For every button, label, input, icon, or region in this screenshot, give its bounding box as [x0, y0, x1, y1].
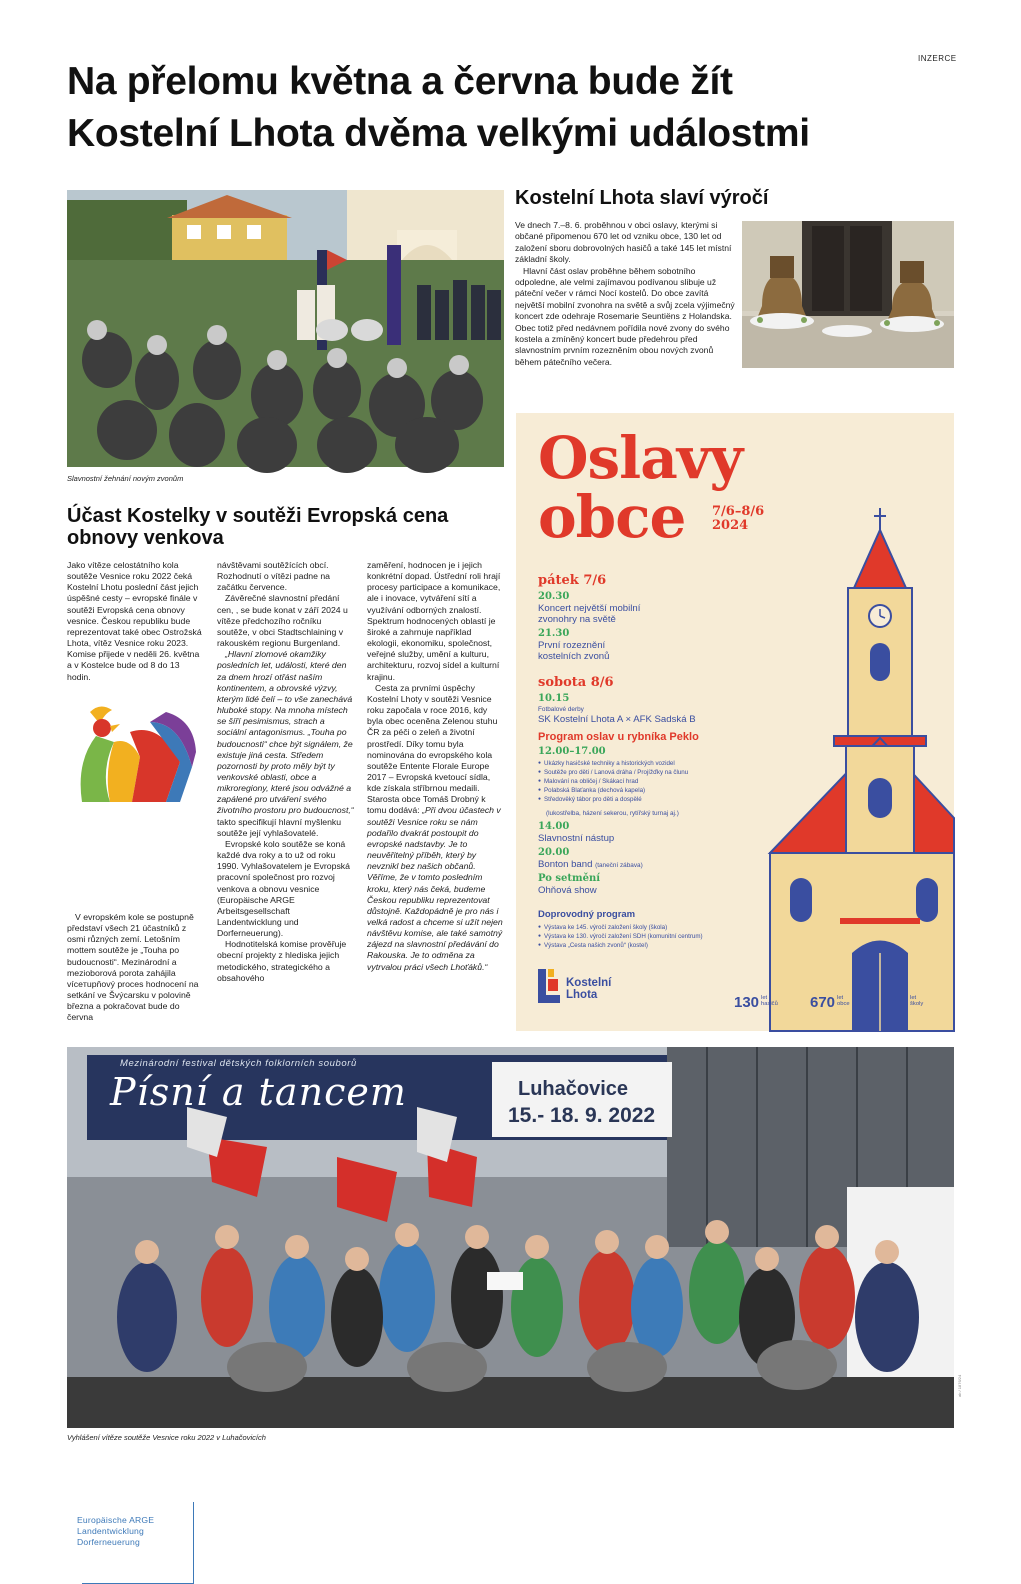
poster-event-name: Bonton band: [538, 859, 593, 870]
article-paragraph: Jako vítěze celostátního kola soutěže Vesnice roku 2022 čeká Kostelní Lhotu poslední část jejich úspěšné cesty – evropské finále v soutěži Evropská cena obnovy vesnice. Českou republiku bude reprezentovat také obec Ostrožská Lhota, vítěz Vesnice roku 2023. Komise přijede v neděli 26. května a v Kostelce bude od 8 do 13 hodin.: [67, 560, 202, 682]
poster-program-item: ● Malování na obličej / Skákací hrad: [538, 777, 758, 786]
headline: [67, 56, 947, 160]
banner-city: Luhačovice: [518, 1078, 629, 1100]
poster-stat-number: 670: [810, 994, 836, 1011]
poster-time: 20.00: [538, 847, 570, 858]
banner-festival-title: Písní a tancem: [110, 1070, 407, 1114]
article-paragraph: Závěrečné slavnostní předání cen, , se bude konat v září 2024 u vítěze předchozího ročníku soutěže, v obci Stadtschlaining v rakouském regionu Burgenland.: [217, 593, 348, 649]
poster-stat-unit-line: školy: [910, 1001, 924, 1007]
new-bells-photo: [742, 221, 954, 368]
poster-event: [538, 640, 738, 662]
article-quote: „Hlavní zlomové okamžiky posledních let, události, které den za dnem hrozí otřást naším kontinentem, a obrovské výzvy, kterým lidé čelí – to vše zanechává hluboké stopy. Na mnoha místech se šíří pesimismus, strach a sociální antagonismus. „Touha po budoucnosti“ chce být signálem, že existuje jiná cesta. Středem pozornosti by proto měly být ty venkovské oblasti, obce a mikroregiony, které jsou odvážné a zapálené pro utváření svého životního prostoru pro budoucnost,“: [217, 649, 354, 816]
arge-line: Landentwicklung: [77, 1526, 145, 1536]
poster-stat-unit-line: obce: [837, 1001, 850, 1007]
article-text: takto specifikují hlavní myšlenku soutěže její vyhlašovatelé.: [217, 816, 342, 838]
poster-stat: [883, 994, 923, 1012]
church-illustration: [750, 508, 954, 1031]
poster-stat: [810, 994, 850, 1012]
poster-stat-unit: [761, 995, 778, 1007]
poster-title-line-1: Oslavy: [538, 424, 743, 492]
article-paragraph: [217, 649, 355, 839]
photo-caption-festival: Vyhlášení vítěze soutěže Vesnice roku 2022 v Luhačovicích: [67, 1433, 266, 1442]
article-column-1: [67, 560, 205, 683]
poster-stat-unit-line: let: [910, 995, 917, 1001]
poster-event-line: kostelních zvonů: [538, 651, 610, 662]
article-paragraph: zaměření, hodnocen je i jejich konkrétní dopad. Ústřední roli hrají procesy participace a komunikace, ale i inovace, vytváření sítí a využívání odborných znalostí. Spektrum hodnocených oblastí je široké a zahrnuje například ekologii, ekonomiku, společnost, veřejné služby, umění a kulturu, architekturu, rozvoj sídel a kulturní krajinu.: [367, 560, 501, 682]
rooster-logo-icon: [70, 702, 196, 832]
kostelka-heading: [67, 505, 507, 549]
headline-line-2: Kostelní Lhota dvěma velkými událostmi: [67, 112, 810, 155]
kostelka-heading-line: Účast Kostelky v soutěži Evropská cena: [67, 505, 449, 527]
poster-time: 10.15: [538, 693, 570, 704]
poster-stat: [734, 994, 778, 1012]
poster-friday-label: pátek 7/6: [538, 573, 607, 588]
banner-festival-name: Mezinárodní festival dětských folklorních souborů: [120, 1058, 357, 1069]
poster-program-item: ● Středověký tábor pro děti a dospělé: [538, 795, 758, 804]
anniversary-heading: Kostelní Lhota slaví výročí: [515, 187, 769, 209]
poster-logo-text: [566, 977, 611, 1001]
poster-year: 2024: [712, 518, 749, 533]
arge-line: Dorferneuerung: [77, 1537, 140, 1547]
article-column-1b: [67, 912, 205, 1024]
poster-accompanying-title: Doprovodný program: [538, 909, 636, 920]
anniversary-paragraph: Hlavní část oslav proběhne během sobotního odpoledne, ale velmi zajímavou podívanou slibuje už páteční večer v rámci Nocí kostelů. Do obce zavítá největší mobilní zvonohra na světě a svůj zcela výjimečný koncert zde odehraje Rosemarie Seuntiëns z Holandska. Obec totiž před nedávnem pořídila nové zvony do svého kostela a zmíněný koncert bude předehrou před slavnostním prvním rozezněním obou nových zvonů během pátečního večera.: [515, 265, 735, 367]
poster-time: 12.00–17.00: [538, 746, 606, 757]
poster-time: 20.30: [538, 591, 570, 602]
poster-event-note: (taneční zábava): [595, 862, 643, 869]
poster-derby-label: Fotbalové derby: [538, 706, 584, 713]
arge-line: Europäische ARGE: [77, 1515, 155, 1525]
poster-stat-number: 145: [883, 994, 909, 1011]
poster-program-list: [538, 759, 758, 804]
poster-stat-unit-line: let: [761, 995, 768, 1001]
anniversary-text: [515, 220, 735, 368]
article-paragraph: Hodnotitelská komise prověřuje obecní projekty z hlediska jejich metodického, strategického a obsahového: [217, 939, 347, 983]
poster-logo-line: Lhota: [566, 989, 598, 1001]
poster-date-range: 7/6–8/6: [712, 504, 765, 519]
poster-event: Ohňová show: [538, 885, 597, 896]
poster-stat-unit-line: let: [837, 995, 844, 1001]
ad-code: ab / 1876/24: [957, 1374, 962, 1397]
kostelni-lhota-logo-icon: [538, 969, 560, 1003]
poster-accompanying-list: [538, 923, 758, 950]
poster-stat-unit-line: hasičů: [761, 1001, 778, 1007]
poster-stat-unit: [910, 995, 923, 1007]
celebration-poster: [516, 413, 954, 1031]
poster-event: [538, 603, 738, 625]
article-paragraph: Evropské kolo soutěže se koná každé dva roky a to už od roku 1990. Vyhlašovatelem je Evropská pracovní společnost pro rozvoj venkova a obnovu vesnice (Europäische ARGE Arbeitsgesellschaft Landentwicklung und Dorferneuerung).: [217, 838, 350, 939]
article-column-2: [217, 560, 355, 984]
poster-derby: SK Kostelní Lhota A × AFK Sadská B: [538, 714, 696, 725]
poster-title-line-2: obce: [538, 483, 686, 551]
advertisement-label: INZERCE: [918, 54, 957, 63]
headline-line-1: Na přelomu května a června bude žít: [67, 60, 733, 103]
article-quote: „Při dvou účastech v soutěži Vesnice roku se nám podařilo dvakrát postoupit do evropské nadstavby. Je to neuvěřitelný příběh, který by nevznikl bez našich občanů. Věříme, že v tomto posledním kroku, který nás čeká, budeme Českou republiku reprezentovat důstojně. Každopádně je pro nás i velká radost a chceme si užít nejen návštěvu komise, ale také samotný zájezd na slavnostní předávání do Rakouska. Je to odměna za vytrvalou práci všech Lhoťáků.“: [367, 805, 503, 972]
anniversary-paragraph: Ve dnech 7.–8. 6. proběhnou v obci oslavy, kterými si občané připomenou 670 let od vzniku obce, 130 let od založení sboru dobrovolných hasičů a také 145 let místní základní školy.: [515, 220, 732, 265]
kostelka-heading-line: obnovy venkova: [67, 527, 224, 549]
poster-event: Slavnostní nástup: [538, 833, 615, 844]
photo-caption-blessing: Slavnostní žehnání novým zvonům: [67, 474, 184, 483]
article-text: Cesta za prvními úspěchy Kostelní Lhoty v soutěži Vesnice roku započala v roce 2016, kdy byla obec oceněna Zelenou stuhu ČR za péči o zeleň a životní prostředí. Díky tomu byla nominována do evropského kola soutěže Entente Florale Europe 2017 – Evropská kvetoucí sídla, kde získala stříbrnou medaili. Starosta obce Tomáš Drobný k tomu dodává:: [367, 682, 498, 816]
poster-event-line: zvonohry na světě: [538, 614, 616, 625]
poster-stat-number: 130: [734, 994, 760, 1011]
poster-program-item: ● Polabská Blaťanka (dechová kapela): [538, 786, 758, 795]
poster-event-line: První rozeznění: [538, 640, 606, 651]
poster-program-item: ● Soutěže pro děti / Lanová dráha / Projížďky na člunu: [538, 768, 758, 777]
article-paragraph: V evropském kole se postupně představí všech 21 účastníků z osmi různých zemí. Letošním mottem soutěže je „Touha po budoucnosti“. Mezinárodní a mezioborová porota zahájila víceтupňový proces hodnocení na setkání ve Švýcarsku v polovině března a pokračovat bude do června: [67, 912, 199, 1023]
article-paragraph: [367, 683, 505, 973]
poster-logo-line: Kostelní: [566, 977, 612, 989]
arge-text: [77, 1515, 195, 1548]
poster-accompanying-item: ● Výstava ke 145. výročí založení školy (škola): [538, 923, 758, 932]
article-column-3: [367, 560, 505, 973]
poster-accompanying-item: ● Výstava ke 130. výročí založení SDH (komunitní centrum): [538, 932, 758, 941]
article-paragraph: návštěvami soutěžících obcí. Rozhodnutí o vítězi padne na začátku července.: [217, 560, 331, 593]
bell-blessing-photo: [67, 190, 504, 467]
poster-program-item: ● Ukázky hasičské techniky a historických vozidel: [538, 759, 758, 768]
poster-stat-unit: [837, 995, 850, 1007]
poster-accompanying-item: ● Výstava „Cesta našich zvonů“ (kostel): [538, 941, 758, 950]
banner-date: 15.- 18. 9. 2022: [508, 1104, 656, 1127]
poster-event: [538, 859, 738, 871]
poster-saturday-label: sobota 8/6: [538, 675, 614, 690]
poster-program-title: Program oslav u rybníka Peklo: [538, 731, 699, 743]
poster-time: 21.30: [538, 628, 570, 639]
poster-program-note: (lukostřelba, házení sekerou, rytířský turnaj aj.): [546, 810, 679, 817]
poster-time: 14.00: [538, 821, 570, 832]
poster-time: Po setmění: [538, 873, 601, 884]
poster-event-line: Koncert největší mobilní: [538, 603, 641, 614]
